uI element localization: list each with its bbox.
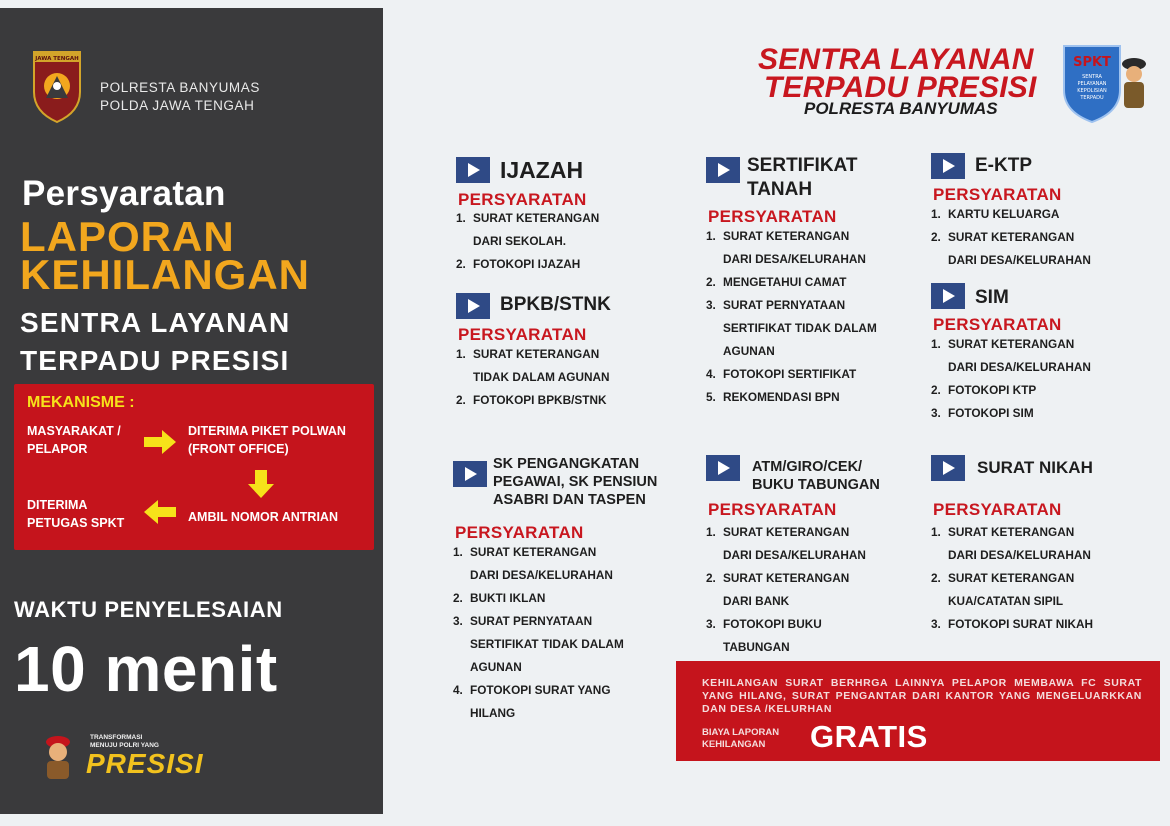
section-ektp-list [931, 203, 1091, 272]
list-item-text: DARI BANK [723, 594, 790, 608]
list-item-text: BUKTI IKLAN [470, 591, 546, 605]
list-item [706, 225, 877, 271]
list-item-text: AGUNAN [723, 344, 775, 358]
list-item-text: SURAT PERNYATAAN [470, 614, 593, 628]
list-item [456, 343, 610, 389]
list-item-text: FOTOKOPI IJAZAH [473, 257, 581, 271]
play-icon [456, 293, 490, 319]
waktu-label: WAKTU PENYELESAIAN [14, 597, 283, 622]
headline-kehilangan: KEHILANGAN [20, 251, 310, 298]
list-item-number: 3. [931, 406, 941, 420]
list-item-number: 2. [706, 275, 716, 289]
list-item-text: DARI DESA/KELURAHAN [723, 252, 866, 266]
list-item-text: MENGETAHUI CAMAT [723, 275, 847, 289]
gratis-text: GRATIS [810, 719, 928, 754]
biaya-label-2: KEHILANGAN [702, 739, 766, 750]
list-item [456, 253, 599, 276]
list-item-text: SERTIFIKAT TIDAK DALAM [723, 321, 877, 335]
list-item-number: 5. [706, 390, 716, 404]
brand-line-2: TERPADU PRESISI [764, 71, 1037, 104]
play-icon [931, 153, 965, 179]
headline-sentra-line-1: SENTRA LAYANAN [20, 307, 291, 338]
list-item-text: DARI DESA/KELURAHAN [948, 548, 1091, 562]
step-masyarakat-line-2: PELAPOR [27, 442, 88, 456]
list-item-text: FOTOKOPI BUKU [723, 617, 822, 631]
section-sim-req: PERSYARATAN [933, 315, 1062, 334]
logo-text: JAWA TENGAH [35, 56, 79, 62]
brand-title [758, 43, 1037, 104]
list-item-text: HILANG [470, 706, 516, 720]
headline-laporan: LAPORAN [20, 213, 235, 260]
arrow-down-icon [246, 468, 276, 500]
section-nikah-list [931, 521, 1093, 636]
step-masyarakat-line-1: MASYARAKAT / [27, 424, 121, 438]
list-item-number: 1. [456, 347, 466, 361]
list-item-text: KUA/CATATAN SIPIL [948, 594, 1064, 608]
list-item [931, 521, 1093, 567]
list-item-number: 4. [453, 683, 463, 697]
section-atm-title [752, 458, 880, 494]
list-item [931, 226, 1091, 272]
section-nikah-title: SURAT NIKAH [977, 458, 1093, 477]
step-piket-line-2: (FRONT OFFICE) [188, 442, 289, 456]
headline-sentra [20, 304, 290, 380]
section-ijazah-req: PERSYARATAN [458, 190, 587, 209]
list-item-text: SURAT KETERANGAN [723, 571, 850, 585]
list-item-text: SURAT PERNYATAAN [723, 298, 846, 312]
list-item-text: SURAT KETERANGAN [948, 230, 1075, 244]
brand-line-1: SENTRA LAYANAN [758, 43, 1034, 76]
list-item [931, 567, 1093, 613]
list-item-number: 3. [706, 298, 716, 312]
list-item-text: SURAT KETERANGAN [948, 337, 1075, 351]
list-item-text: AGUNAN [470, 660, 522, 674]
section-sertifikat-req: PERSYARATAN [708, 207, 837, 226]
list-item-number: 1. [931, 337, 941, 351]
list-item-number: 3. [706, 617, 716, 631]
list-item-text: REKOMENDASI BPN [723, 390, 840, 404]
list-item-text: TIDAK DALAM AGUNAN [473, 370, 610, 384]
list-item [931, 203, 1091, 226]
sk-title-1: SK PENGANGKATAN [493, 456, 640, 472]
polresta-shield-logo [28, 46, 86, 124]
left-panel [0, 8, 383, 814]
list-item [706, 271, 877, 294]
section-ektp-req: PERSYARATAN [933, 185, 1062, 204]
list-item-text: SERTIFIKAT TIDAK DALAM [470, 637, 624, 651]
list-item-number: 2. [456, 257, 466, 271]
section-sertifikat-title [747, 154, 857, 202]
note-box [676, 661, 1160, 761]
list-item-text: SURAT KETERANGAN [948, 525, 1075, 539]
list-item-text: DARI DESA/KELURAHAN [723, 548, 866, 562]
headline-laporan-kehilangan [20, 213, 310, 298]
headline-sentra-line-2: TERPADU PRESISI [20, 345, 290, 376]
section-sim-list [931, 333, 1091, 425]
section-sk-req: PERSYARATAN [455, 523, 584, 542]
list-item-text: FOTOKOPI SERTIFIKAT [723, 367, 857, 381]
list-item [931, 379, 1091, 402]
list-item-text: SURAT KETERANGAN [948, 571, 1075, 585]
list-item-text: DARI DESA/KELURAHAN [470, 568, 613, 582]
list-item-text: SURAT KETERANGAN [723, 229, 850, 243]
arrow-left-icon [142, 498, 178, 526]
list-item-text: DARI DESA/KELURAHAN [948, 360, 1091, 374]
step-piket-line-1: DITERIMA PIKET POLWAN [188, 424, 346, 438]
list-item [453, 587, 624, 610]
org-line-1: POLRESTA BANYUMAS [100, 80, 260, 95]
sertifikat-title-1: SERTIFIKAT [747, 155, 858, 176]
list-item [706, 567, 866, 613]
sk-title-2: PEGAWAI, SK PENSIUN [493, 474, 658, 490]
list-item-number: 1. [456, 211, 466, 225]
atm-title-2: BUKU TABUNGAN [752, 477, 880, 493]
list-item-number: 1. [453, 545, 463, 559]
list-item-text: TABUNGAN [723, 640, 790, 654]
list-item-text: DARI SEKOLAH. [473, 234, 567, 248]
list-item-number: 2. [453, 591, 463, 605]
list-item-text: SURAT KETERANGAN [473, 211, 600, 225]
list-item-number: 1. [931, 525, 941, 539]
section-ijazah-title: IJAZAH [500, 157, 584, 183]
spkt-badge-icon [1060, 40, 1152, 126]
step-spkt-line-1: DITERIMA [27, 498, 88, 512]
list-item-text: SURAT KETERANGAN [723, 525, 850, 539]
list-item [706, 521, 866, 567]
presisi-logo-text: PRESISI [86, 748, 204, 779]
headline-persyaratan: Persyaratan [22, 174, 226, 213]
list-item-text: FOTOKOPI KTP [948, 383, 1037, 397]
list-item-text: FOTOKOPI SURAT NIKAH [948, 617, 1094, 631]
section-bpkb-title: BPKB/STNK [500, 294, 611, 315]
list-item-number: 2. [931, 571, 941, 585]
section-atm-req: PERSYARATAN [708, 500, 837, 519]
biaya-label-1: BIAYA LAPORAN [702, 727, 780, 738]
section-sk-title [493, 455, 657, 509]
note-text: KEHILANGAN SURAT BERHRGA LAINNYA PELAPOR MEMBAWA FC SURAT YANG HILANG, SURAT PENGANTAR DARI KANTOR YANG MENGELUARKKAN DAN DESA /KELURHAN [702, 677, 1142, 715]
arrow-right-icon [142, 428, 178, 456]
list-item [456, 389, 610, 412]
step-diterima-piket [188, 422, 346, 458]
presisi-small-2: MENUJU POLRI YANG [90, 742, 159, 749]
section-atm-list [706, 521, 866, 659]
list-item [706, 294, 877, 363]
step-ambil-nomor: AMBIL NOMOR ANTRIAN [188, 510, 338, 524]
org-line-2: POLDA JAWA TENGAH [100, 98, 255, 113]
step-masyarakat [27, 422, 121, 458]
section-sim-title: SIM [975, 287, 1009, 308]
list-item [706, 386, 877, 409]
step-petugas-spkt [27, 496, 124, 532]
section-nikah-req: PERSYARATAN [933, 500, 1062, 519]
spkt-s4: TERPADU [1080, 95, 1104, 101]
list-item [706, 613, 866, 659]
spkt-s1: SENTRA [1082, 74, 1102, 80]
sertifikat-title-2: TANAH [747, 179, 813, 200]
section-sk-list [453, 541, 624, 725]
section-bpkb-list [456, 343, 610, 412]
sk-title-3: ASABRI DAN TASPEN [493, 492, 646, 508]
list-item [453, 610, 624, 679]
section-ijazah-list [456, 207, 599, 276]
list-item [453, 541, 624, 587]
list-item-number: 2. [931, 383, 941, 397]
list-item [931, 402, 1091, 425]
biaya-label [702, 727, 779, 751]
section-sertifikat-list [706, 225, 877, 409]
list-item-number: 1. [931, 207, 941, 221]
mekanisme-box [14, 384, 374, 550]
list-item [931, 333, 1091, 379]
list-item-text: KARTU KELUARGA [948, 207, 1060, 221]
spkt-s2: PELAYANAN [1077, 81, 1107, 87]
list-item-number: 3. [931, 617, 941, 631]
org-name [100, 79, 260, 115]
list-item [931, 613, 1093, 636]
police-mascot-icon [40, 734, 76, 782]
play-icon [931, 455, 965, 481]
list-item-number: 3. [453, 614, 463, 628]
list-item-text: FOTOKOPI SIM [948, 406, 1034, 420]
list-item [453, 679, 624, 725]
list-item-number: 1. [706, 525, 716, 539]
waktu-value: 10 menit [14, 633, 278, 705]
list-item-text: DARI DESA/KELURAHAN [948, 253, 1091, 267]
list-item-number: 2. [706, 571, 716, 585]
brand-subtitle: POLRESTA BANYUMAS [804, 99, 998, 118]
list-item-text: SURAT KETERANGAN [473, 347, 600, 361]
play-icon [706, 157, 740, 183]
spkt-s3: KEPOLISIAN [1077, 88, 1107, 94]
spkt-badge-text: SPKT [1073, 55, 1111, 70]
mekanisme-title: MEKANISME : [27, 394, 135, 411]
atm-title-1: ATM/GIRO/CEK/ [752, 459, 863, 475]
list-item-number: 2. [456, 393, 466, 407]
list-item-number: 1. [706, 229, 716, 243]
list-item-text: SURAT KETERANGAN [470, 545, 597, 559]
section-ektp-title: E-KTP [975, 155, 1032, 176]
play-icon [706, 455, 740, 481]
step-spkt-line-2: PETUGAS SPKT [27, 516, 125, 530]
list-item-text: FOTOKOPI BPKB/STNK [473, 393, 607, 407]
presisi-small-1: TRANSFORMASI [90, 734, 143, 741]
list-item-number: 2. [931, 230, 941, 244]
play-icon [453, 461, 487, 487]
list-item [456, 207, 599, 253]
play-icon [456, 157, 490, 183]
play-icon [931, 283, 965, 309]
list-item-number: 4. [706, 367, 716, 381]
section-bpkb-req: PERSYARATAN [458, 325, 587, 344]
list-item [706, 363, 877, 386]
list-item-text: FOTOKOPI SURAT YANG [470, 683, 611, 697]
